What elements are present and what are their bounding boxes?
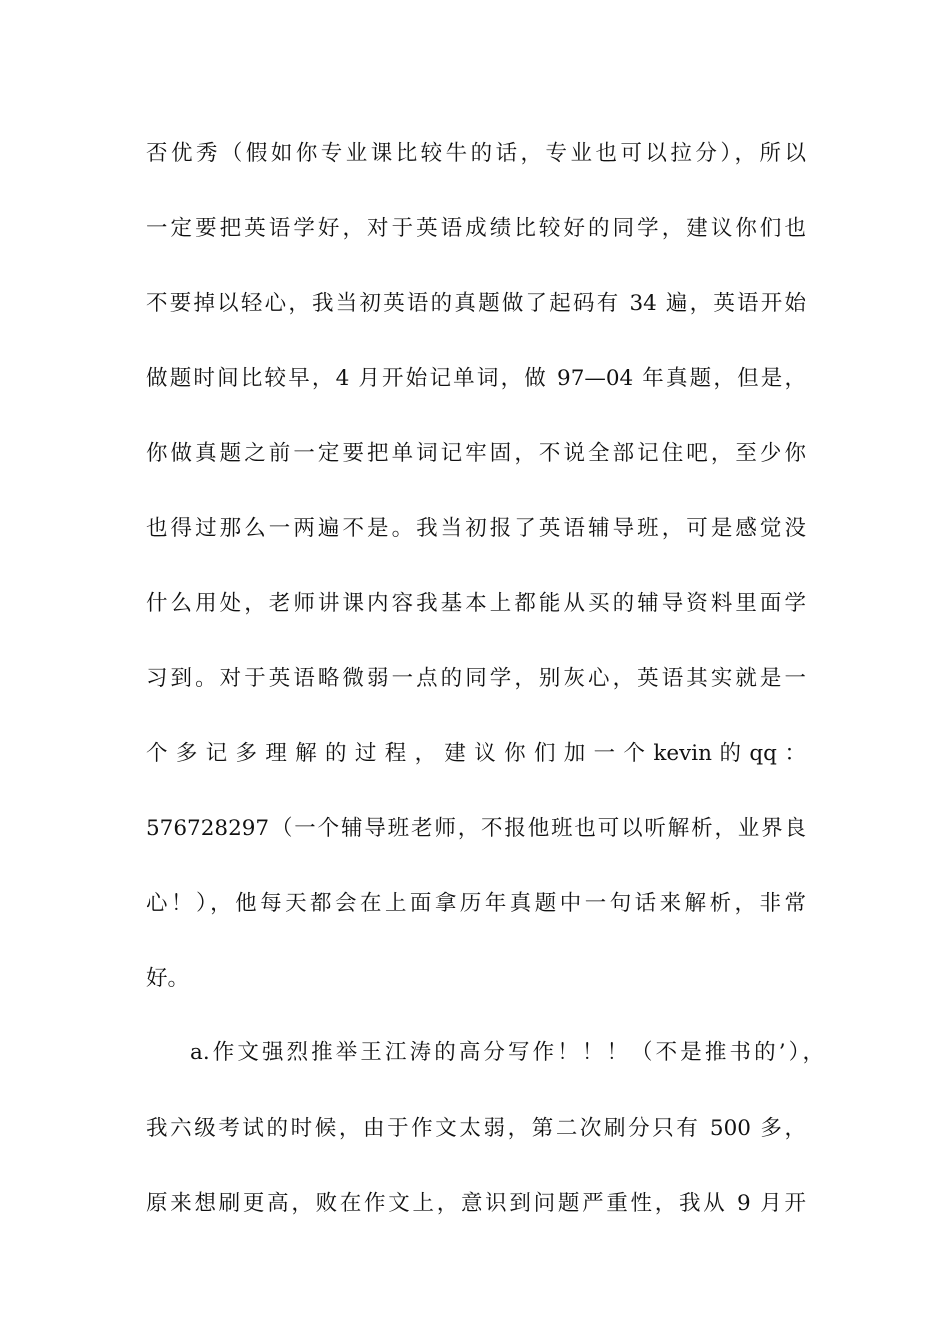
text-line-5: 你做真题之前一定要把单词记牢固，不说全部记住吧，至少你 bbox=[146, 441, 806, 466]
text-line-3: 不要掉以轻心，我当初英语的真题做了起码有 34 遍，英语开始 bbox=[146, 291, 806, 316]
text-line-15: 原来想刷更高，败在作文上，意识到问题严重性，我从 9 月开 bbox=[146, 1191, 806, 1216]
text-line-7: 什么用处，老师讲课内容我基本上都能从买的辅导资料里面学 bbox=[146, 591, 806, 616]
text-line-14: 我六级考试的时候，由于作文太弱，第二次刷分只有 500 多， bbox=[146, 1116, 806, 1141]
text-line-1: 否优秀（假如你专业课比较牛的话，专业也可以拉分），所以 bbox=[146, 141, 806, 166]
text-line-12: 好。 bbox=[146, 966, 190, 991]
text-line-11: 心！），他每天都会在上面拿历年真题中一句话来解析，非常 bbox=[146, 891, 806, 916]
text-line-6: 也得过那么一两遍不是。我当初报了英语辅导班，可是感觉没 bbox=[146, 516, 806, 541]
text-line-8: 习到。对于英语略微弱一点的同学，别灰心，英语其实就是一 bbox=[146, 666, 806, 691]
text-line-4: 做题时间比较早，4 月开始记单词，做 97—04 年真题，但是， bbox=[146, 366, 806, 391]
text-line-13: a.作文强烈推举王江涛的高分写作！！！（不是推书的’）， bbox=[190, 1040, 824, 1065]
text-line-2: 一定要把英语学好，对于英语成绩比较好的同学，建议你们也 bbox=[146, 216, 806, 241]
text-line-9: 个 多 记 多 理 解 的 过 程 ， 建 议 你 们 加 一 个 kevin 的 qq ： bbox=[146, 741, 806, 766]
text-line-10: 576728297（一个辅导班老师，不报他班也可以听解析，业界良 bbox=[146, 816, 806, 841]
